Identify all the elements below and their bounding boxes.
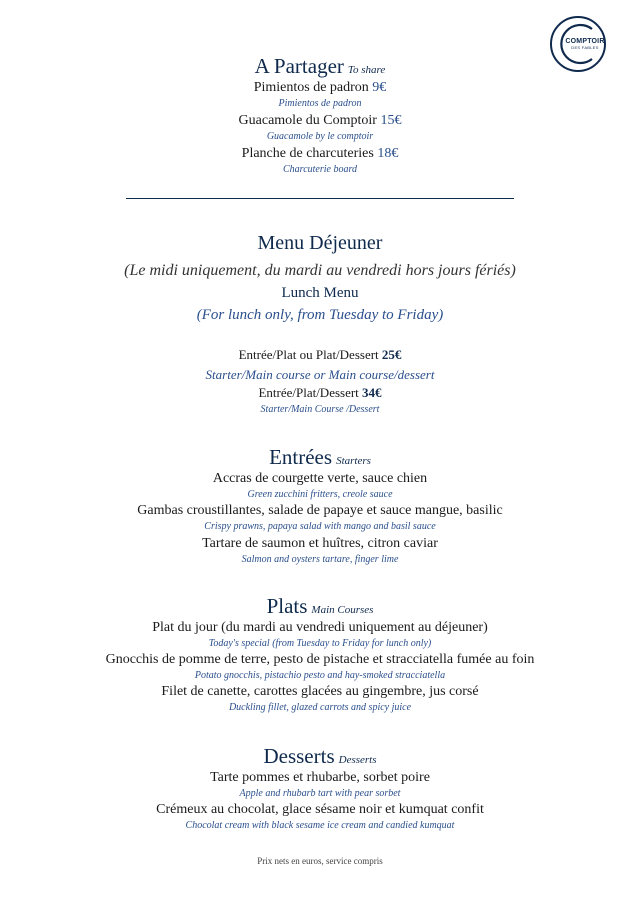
section-divider: [126, 198, 514, 199]
menu-item-en: Guacamole by le comptoir: [266, 131, 374, 142]
desserts-subtitle: Desserts: [338, 754, 377, 766]
menu-item-en: Apple and rhubarb tart with pear sorbet: [239, 788, 401, 799]
menu-item-en: Salmon and oysters tartare, finger lime: [241, 554, 399, 565]
formula-2-en: Starter/Main Course /Dessert: [260, 404, 380, 415]
menu-item-en: Crispy prawns, papaya salad with mango and basil sauce: [204, 521, 436, 532]
menu-item: Planche de charcuteries 18€: [241, 146, 399, 161]
lunch-menu-title: Lunch Menu: [281, 285, 359, 301]
plats-subtitle: Main Courses: [311, 604, 374, 616]
menu-item-en: Potato gnocchis, pistachio pesto and hay-smoked stracciatella: [194, 670, 446, 681]
formula-1-en: Starter/Main course or Main course/dessert: [205, 367, 435, 382]
menu-item: Filet de canette, carottes glacées au gingembre, jus corsé: [161, 684, 479, 699]
menu-item: Gambas croustillantes, salade de papaye et sauce mangue, basilic: [137, 503, 503, 518]
menu-item-en: Pimientos de padron: [278, 98, 362, 109]
plats-title: Plats Main Courses: [266, 594, 374, 618]
menu-item: Accras de courgette verte, sauce chien: [212, 471, 428, 486]
logo-sub: DES FABLES: [571, 45, 599, 50]
menu-dejeuner-title: Menu Déjeuner: [257, 232, 383, 254]
menu-item: Pimientos de padron 9€: [253, 80, 387, 95]
lunch-menu-note: (For lunch only, from Tuesday to Friday): [196, 307, 444, 323]
partager-subtitle: To share: [347, 64, 386, 76]
entrees-subtitle: Starters: [336, 455, 371, 467]
menu-item: Crémeux au chocolat, glace sésame noir et kumquat confit: [156, 802, 484, 817]
footer-note: Prix nets en euros, service compris: [257, 856, 383, 866]
desserts-title: Desserts Desserts: [263, 744, 377, 768]
menu-item-en: Charcuterie board: [283, 164, 357, 175]
menu-item-en: Duckling fillet, glazed carrots and spicy juice: [228, 702, 412, 713]
menu-item-en: Chocolat cream with black sesame ice cream and candied kumquat: [185, 820, 455, 831]
menu-item: Gnocchis de pomme de terre, pesto de pistache et stracciatella fumée au foin: [105, 652, 535, 667]
partager-title: A Partager To share: [254, 54, 386, 78]
menu-item-en: Green zucchini fritters, creole sauce: [247, 489, 393, 500]
menu-item: Tarte pommes et rhubarbe, sorbet poire: [210, 770, 430, 785]
entrees-title: Entrées Starters: [269, 445, 371, 469]
formula-1: Entrée/Plat ou Plat/Dessert 25€: [238, 347, 402, 362]
menu-item: Plat du jour (du mardi au vendredi uniquement au déjeuner): [152, 620, 488, 635]
menu-dejeuner-note: (Le midi uniquement, du mardi au vendredi hors jours fériés): [124, 262, 516, 279]
logo-name: COMPTOIR: [565, 38, 605, 45]
menu-item: Guacamole du Comptoir 15€: [238, 113, 402, 128]
formula-2: Entrée/Plat/Dessert 34€: [258, 385, 382, 400]
menu-item: Tartare de saumon et huîtres, citron caviar: [202, 536, 438, 551]
menu-item-en: Today's special (from Tuesday to Friday for lunch only): [208, 638, 432, 649]
